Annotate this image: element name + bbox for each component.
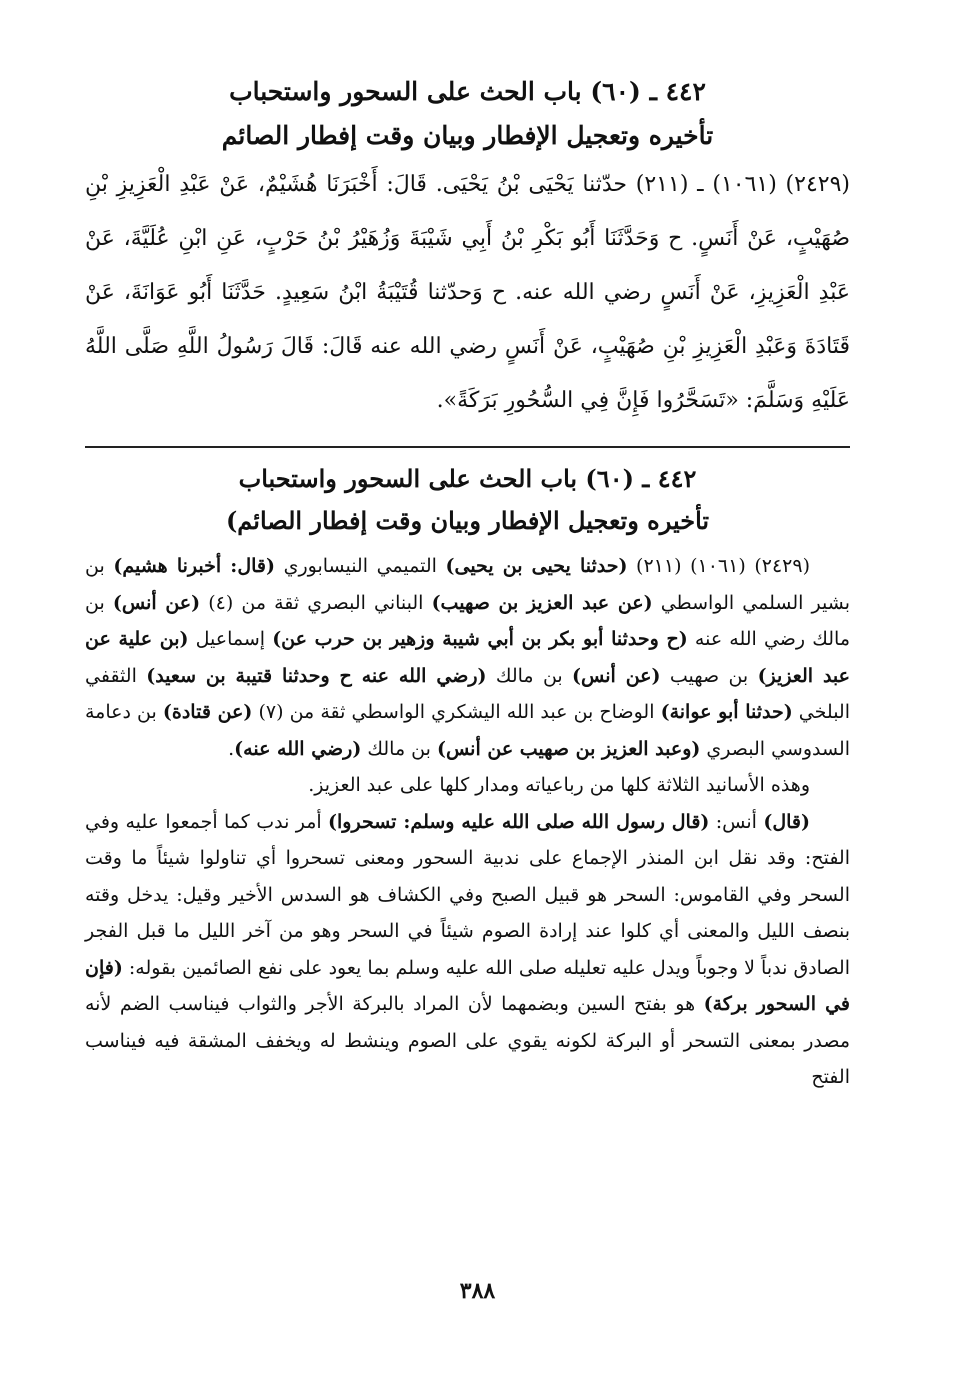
commentary-body — [85, 548, 850, 1096]
section-divider — [85, 446, 850, 448]
commentary-segment: أمر ندب كما أجمعوا عليه وفي الفتح: وقد نقل ابن المنذر الإجماع على ندبية السحور ومعنى تسحروا أي تناولوا شيئاً ما وقت السحر وفي القاموس: السحر هو قبيل الصبح وفي الكشاف هو السدس الأخير وقيل: يدخل وقته بنصف الليل والمعنى أي كلوا عند إرادة الصوم شيئاً في السحر وهو من آخر الليل ما قبل الفجر الصادق ندباً لا وجوباً ويدل عليه تعليله صلى الله عليه وسلم بما يعود على نفع الصائمين بقوله: — [85, 810, 850, 979]
quoted-matn-segment: (عن أنس) — [112, 591, 201, 614]
commentary-segment: أنس: — [709, 810, 764, 833]
quoted-matn-segment: (عن عبد العزيز بن صهيب) — [431, 591, 653, 614]
quoted-matn-segment: (حدثنا يحيى بن يحيى) — [445, 555, 628, 577]
quoted-matn-segment: (حدثنا أبو عوانة) — [660, 701, 793, 723]
quoted-matn-segment: (رضي الله عنه) — [234, 737, 362, 760]
commentary-title-line-1: ٤٤٢ ـ (٦٠) باب الحث على السحور واستحباب — [238, 464, 697, 493]
commentary-segment: إسماعيل — [188, 628, 273, 650]
quoted-matn-segment: (بن علية عن عبد العزيز) — [85, 628, 850, 687]
hadith-text: (٢٤٢٩) (١٠٦١) ـ (٢١١) حدّثنا يَحْيَى بْنُ يَحْيَى. قَالَ: أَخْبَرَنَا هُشَيْمٌ، عَنْ عَبْدِ الْعَزِيزِ بْنِ صُهَيْبٍ، عَنْ أَنَسٍ. ح وَحَدَّثَنَا أَبُو بَكْرِ بْنُ أَبِي شَيْبَةَ وَزُهَيْرُ بْنُ حَرْبٍ، عَنِ ابْنِ عُلَيَّةَ، عَنْ عَبْدِ الْعَزِيزِ، عَنْ أَنَسٍ رضي الله عنه. ح وَحدّثنا قُتَيْبَةُ ابْنُ سَعِيدٍ. حَدَّثَنَا أَبُو عَوَانَةَ، عَنْ قَتَادَةَ وَعَبْدِ الْعَزِيزِ بْنِ صُهَيْبٍ، عَنْ أَنَسٍ رضي الله عنه قَالَ: قَالَ رَسُولُ اللَّهِ صَلَّى اللَّهُ عَلَيْهِ وَسَلَّمَ: «تَسَحَّرُوا فَإِنَّ فِي السُّحُورِ بَرَكَةً». — [85, 172, 850, 413]
commentary-segment: بن بشير السلمي الواسطي — [85, 555, 850, 614]
commentary-segment: بن صهيب — [660, 664, 758, 687]
isnad-note-paragraph: وهذه الأسانيد الثلاثة كلها من رباعياته ومدار كلها على عبد العزيز. — [308, 774, 810, 796]
commentary-segment: بن مالك رضي الله عنه — [85, 591, 850, 650]
quoted-matn-segment: (قال: أخبرنا هشيم) — [113, 555, 275, 577]
commentary-segment: البناني البصري ثقة من (٤) — [200, 591, 432, 614]
quoted-matn-segment: (عن قتادة) — [162, 701, 253, 723]
commentary-segment: بن مالك — [361, 737, 437, 760]
explanation-paragraph — [85, 804, 850, 1096]
commentary-title — [85, 458, 850, 542]
commentary-segment: هو بفتح السين وبضمهما لأن المراد بالبركة الأجر والثواب فيناسب الضم لأنه مصدر بمعنى التسحر أو البركة لكونه يقوي على الصوم وينشط له ويخفف المشقة فيه فيناسب الفتح — [85, 993, 850, 1088]
quoted-matn-segment: (ح وحدثنا أبو بكر بن أبي شيبة وزهير بن حرب عن) — [272, 628, 688, 650]
page-number: ٣٨٨ — [459, 1278, 496, 1304]
commentary-segment: التميمي النيسابوري — [275, 555, 446, 577]
commentary-segment: . — [228, 737, 235, 760]
quoted-matn-segment: (قال) — [763, 810, 810, 833]
commentary-segment: الثقفي البلخي — [85, 664, 851, 723]
commentary-segment: بن دعامة السدوسي البصري — [85, 701, 850, 760]
commentary-segment: (٢٤٢٩) (١٠٦١) (٢١١) — [627, 555, 810, 577]
quoted-matn-segment: (رضي الله عنه ح وحدثنا قتيبة بن سعيد) — [146, 664, 487, 687]
isnad-paragraph — [85, 548, 850, 767]
quoted-matn-segment: (وعبد العزيز بن صهيب عن أنس) — [436, 737, 701, 760]
quoted-matn-segment: (قال رسول الله صلى الله عليه وسلم: تسحروا) — [328, 810, 710, 833]
chapter-title — [85, 70, 850, 158]
chapter-title-line-1: ٤٤٢ ـ (٦٠) باب الحث على السحور واستحباب — [229, 77, 706, 106]
commentary-segment: بن مالك — [486, 664, 573, 687]
commentary-title-line-2: تأخيره وتعجيل الإفطار وبيان وقت إفطار الصائم) — [225, 506, 710, 535]
quoted-matn-segment: (عن أنس) — [572, 664, 661, 687]
quoted-matn-segment: (فإن في السحور بركة) — [85, 956, 850, 1015]
commentary-segment: الوضاح بن عبد الله اليشكري الواسطي ثقة من (٧) — [252, 701, 661, 723]
chapter-title-line-2: تأخيره وتعجيل الإفطار وبيان وقت إفطار الصائم — [221, 121, 714, 150]
